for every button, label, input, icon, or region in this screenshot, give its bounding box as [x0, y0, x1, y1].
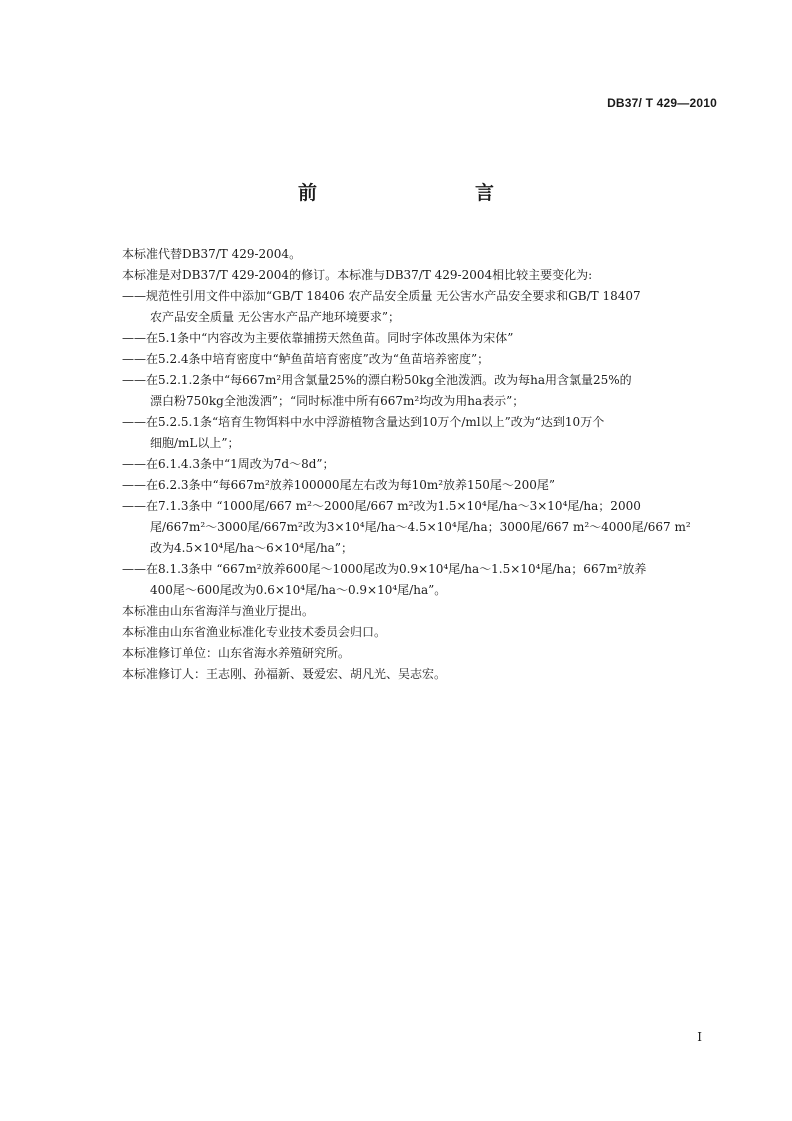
closing-line: 本标准由山东省渔业标准化专业技术委员会归口。 [122, 625, 387, 639]
change-item [122, 370, 722, 412]
change-item [122, 475, 722, 496]
change-item [122, 559, 722, 601]
change-item [122, 328, 722, 349]
change-item [122, 454, 722, 475]
page-number: I [697, 1030, 702, 1044]
document-code-header: DB37/ T 429—2010 [607, 96, 717, 110]
change-continuation: 改为4.5×10⁴尾/ha～6×10⁴尾/ha”； [150, 541, 353, 555]
change-first-line: ——在5.2.1.2条中“每667m²用含氯量25%的漂白粉50kg全池泼洒。改为每ha用含氯量25%的 [122, 373, 632, 387]
foreword-body [122, 244, 722, 685]
change-item [122, 286, 722, 328]
change-first-line: ——在6.2.3条中“每667m²放养100000尾左右改为每10m²放养150尾～200尾” [122, 478, 555, 492]
change-continuation: 尾/667m²～3000尾/667m²改为3×10⁴尾/ha～4.5×10⁴尾/ha；3000尾/667 m²～4000尾/667 m² [150, 520, 691, 534]
change-item [122, 349, 722, 370]
change-item [122, 496, 722, 559]
change-continuation: 农产品安全质量 无公害水产品产地环境要求”； [150, 310, 400, 324]
change-continuation: 细胞/mL以上”； [150, 436, 240, 450]
intro-line: 本标准代替DB37/T 429-2004。 [122, 247, 302, 261]
closing-line: 本标准修订单位：山东省海水养殖研究所。 [122, 646, 351, 660]
change-continuation: 漂白粉750kg全池泼洒”；“同时标准中所有667m²均改为用ha表示”； [150, 394, 525, 408]
intro-line: 本标准是对DB37/T 429-2004的修订。本标准与DB37/T 429-2004相比较主要变化为: [122, 268, 593, 282]
change-first-line: ——在5.1条中“内容改为主要依靠捕捞天然鱼苗。同时字体改黑体为宋体” [122, 331, 514, 345]
change-continuation: 400尾～600尾改为0.6×10⁴尾/ha～0.9×10⁴尾/ha”。 [150, 583, 447, 597]
change-item [122, 412, 722, 454]
change-first-line: ——在6.1.4.3条中“1周改为7d～8d”； [122, 457, 335, 471]
change-first-line: ——规范性引用文件中添加“GB/T 18406 农产品安全质量 无公害水产品安全要求和GB/T 18407 [122, 289, 641, 303]
change-first-line: ——在8.1.3条中 “667m²放养600尾～1000尾改为0.9×10⁴尾/ha～1.5×10⁴尾/ha；667m²放养 [122, 562, 647, 576]
closing-line: 本标准由山东省海洋与渔业厅提出。 [122, 604, 315, 618]
page-title: 前 言 [297, 182, 534, 204]
change-first-line: ——在5.2.5.1条“培育生物饵料中水中浮游植物含量达到10万个/ml以上”改为“达到10万个 [122, 415, 605, 429]
change-first-line: ——在5.2.4条中培育密度中“鲈鱼苗培育密度”改为“鱼苗培养密度”； [122, 352, 490, 366]
change-first-line: ——在7.1.3条中 “1000尾/667 m²～2000尾/667 m²改为1.5×10⁴尾/ha～3×10⁴尾/ha；2000 [122, 499, 641, 513]
closing-line: 本标准修订人：王志刚、孙福新、聂爱宏、胡凡光、吴志宏。 [122, 667, 447, 681]
